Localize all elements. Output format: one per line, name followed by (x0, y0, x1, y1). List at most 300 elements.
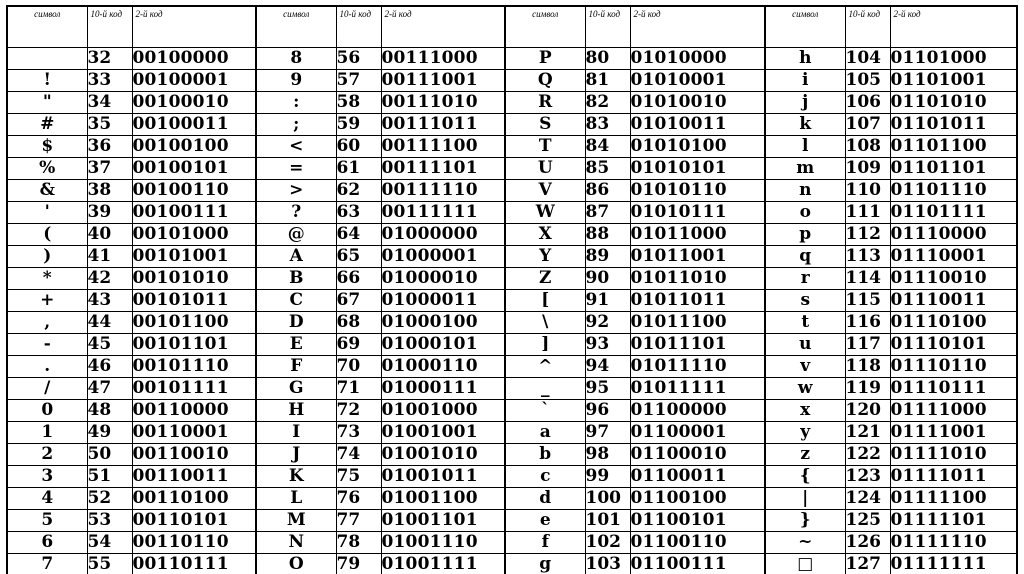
binary-code-cell: 01110110 (890, 356, 1017, 378)
table-row (7, 268, 1017, 290)
binary-code-cell: 00110000 (132, 400, 256, 422)
symbol-cell: * (7, 268, 87, 290)
table-row (7, 114, 1017, 136)
symbol-cell: V (505, 180, 585, 202)
symbol-cell: ? (256, 202, 336, 224)
decimal-code-cell: 51 (87, 466, 132, 488)
symbol-cell: e (505, 510, 585, 532)
decimal-code-cell: 107 (845, 114, 890, 136)
binary-code-cell: 00111011 (381, 114, 505, 136)
symbol-cell: _ (505, 378, 585, 400)
binary-code-cell: 01010100 (630, 136, 765, 158)
binary-code-cell: 01111011 (890, 466, 1017, 488)
binary-code-cell: 01001001 (381, 422, 505, 444)
symbol-cell: j (765, 92, 845, 114)
decimal-code-cell: 44 (87, 312, 132, 334)
decimal-code-cell: 52 (87, 488, 132, 510)
binary-code-cell: 00100000 (132, 48, 256, 70)
decimal-code-cell: 81 (585, 70, 630, 92)
decimal-code-cell: 68 (336, 312, 381, 334)
symbol-cell: A (256, 246, 336, 268)
binary-code-cell: 01100110 (630, 532, 765, 554)
symbol-cell: [ (505, 290, 585, 312)
binary-code-cell: 01011111 (630, 378, 765, 400)
decimal-code-cell: 70 (336, 356, 381, 378)
symbol-cell: K (256, 466, 336, 488)
decimal-code-cell: 116 (845, 312, 890, 334)
decimal-code-cell: 100 (585, 488, 630, 510)
symbol-cell: J (256, 444, 336, 466)
symbol-cell: { (765, 466, 845, 488)
decimal-code-cell: 88 (585, 224, 630, 246)
decimal-code-cell: 62 (336, 180, 381, 202)
decimal-code-cell: 75 (336, 466, 381, 488)
symbol-cell: G (256, 378, 336, 400)
binary-code-cell: 01000110 (381, 356, 505, 378)
binary-code-cell: 01110011 (890, 290, 1017, 312)
decimal-code-cell: 96 (585, 400, 630, 422)
header-symbol: символ (765, 6, 845, 48)
binary-code-cell: 01001010 (381, 444, 505, 466)
symbol-cell: N (256, 532, 336, 554)
header-symbol: символ (7, 6, 87, 48)
decimal-code-cell: 82 (585, 92, 630, 114)
decimal-code-cell: 119 (845, 378, 890, 400)
binary-code-cell: 01010111 (630, 202, 765, 224)
binary-code-cell: 01101000 (890, 48, 1017, 70)
binary-code-cell: 00101101 (132, 334, 256, 356)
table-row (7, 48, 1017, 70)
decimal-code-cell: 93 (585, 334, 630, 356)
symbol-cell: . (7, 356, 87, 378)
binary-code-cell: 01110000 (890, 224, 1017, 246)
binary-code-cell: 01110101 (890, 334, 1017, 356)
decimal-code-cell: 92 (585, 312, 630, 334)
binary-code-cell: 01100100 (630, 488, 765, 510)
binary-code-cell: 01100011 (630, 466, 765, 488)
symbol-cell: s (765, 290, 845, 312)
table-row (7, 488, 1017, 510)
binary-code-cell: 01010101 (630, 158, 765, 180)
decimal-code-cell: 40 (87, 224, 132, 246)
symbol-cell: Z (505, 268, 585, 290)
binary-code-cell: 00101011 (132, 290, 256, 312)
decimal-code-cell: 71 (336, 378, 381, 400)
decimal-code-cell: 97 (585, 422, 630, 444)
header-binary-code: 2-й код (132, 6, 256, 48)
binary-code-cell: 00101000 (132, 224, 256, 246)
decimal-code-cell: 72 (336, 400, 381, 422)
decimal-code-cell: 39 (87, 202, 132, 224)
binary-code-cell: 01010000 (630, 48, 765, 70)
symbol-cell: x (765, 400, 845, 422)
symbol-cell: v (765, 356, 845, 378)
symbol-cell: h (765, 48, 845, 70)
decimal-code-cell: 46 (87, 356, 132, 378)
decimal-code-cell: 104 (845, 48, 890, 70)
symbol-cell: 3 (7, 466, 87, 488)
symbol-cell: n (765, 180, 845, 202)
decimal-code-cell: 38 (87, 180, 132, 202)
table-row (7, 400, 1017, 422)
decimal-code-cell: 55 (87, 554, 132, 574)
symbol-cell: H (256, 400, 336, 422)
decimal-code-cell: 80 (585, 48, 630, 70)
symbol-cell: w (765, 378, 845, 400)
table-row (7, 554, 1017, 574)
symbol-cell: 8 (256, 48, 336, 70)
binary-code-cell: 00110110 (132, 532, 256, 554)
decimal-code-cell: 91 (585, 290, 630, 312)
binary-code-cell: 00111111 (381, 202, 505, 224)
symbol-cell: f (505, 532, 585, 554)
symbol-cell: k (765, 114, 845, 136)
binary-code-cell: 01100111 (630, 554, 765, 574)
binary-code-cell: 01000010 (381, 268, 505, 290)
binary-code-cell: 00101110 (132, 356, 256, 378)
decimal-code-cell: 57 (336, 70, 381, 92)
symbol-cell: ' (7, 202, 87, 224)
decimal-code-cell: 108 (845, 136, 890, 158)
binary-code-cell: 01111001 (890, 422, 1017, 444)
symbol-cell: L (256, 488, 336, 510)
symbol-cell: \ (505, 312, 585, 334)
symbol-cell: 7 (7, 554, 87, 574)
table-row (7, 290, 1017, 312)
binary-code-cell: 01000111 (381, 378, 505, 400)
binary-code-cell: 01110111 (890, 378, 1017, 400)
symbol-cell: + (7, 290, 87, 312)
decimal-code-cell: 37 (87, 158, 132, 180)
decimal-code-cell: 85 (585, 158, 630, 180)
symbol-cell: □ (765, 554, 845, 574)
binary-code-cell: 00111001 (381, 70, 505, 92)
decimal-code-cell: 95 (585, 378, 630, 400)
binary-code-cell: 00100111 (132, 202, 256, 224)
table-row (7, 92, 1017, 114)
symbol-cell: X (505, 224, 585, 246)
binary-code-cell: 01000011 (381, 290, 505, 312)
symbol-cell: y (765, 422, 845, 444)
header-binary-code: 2-й код (890, 6, 1017, 48)
binary-code-cell: 01110010 (890, 268, 1017, 290)
header-binary-code: 2-й код (381, 6, 505, 48)
binary-code-cell: 01101001 (890, 70, 1017, 92)
decimal-code-cell: 67 (336, 290, 381, 312)
table-row (7, 158, 1017, 180)
symbol-cell: ~ (765, 532, 845, 554)
symbol-cell: m (765, 158, 845, 180)
symbol-cell: o (765, 202, 845, 224)
symbol-cell: U (505, 158, 585, 180)
binary-code-cell: 01110001 (890, 246, 1017, 268)
binary-code-cell: 01010010 (630, 92, 765, 114)
symbol-cell: " (7, 92, 87, 114)
table-body (7, 48, 1017, 574)
symbol-cell: 4 (7, 488, 87, 510)
binary-code-cell: 01001011 (381, 466, 505, 488)
symbol-cell: T (505, 136, 585, 158)
decimal-code-cell: 111 (845, 202, 890, 224)
binary-code-cell: 01100001 (630, 422, 765, 444)
decimal-code-cell: 78 (336, 532, 381, 554)
header-decimal-code: 10-й код (585, 6, 630, 48)
symbol-cell: > (256, 180, 336, 202)
symbol-cell: 6 (7, 532, 87, 554)
table-row (7, 136, 1017, 158)
decimal-code-cell: 48 (87, 400, 132, 422)
symbol-cell: - (7, 334, 87, 356)
binary-code-cell: 01111110 (890, 532, 1017, 554)
symbol-cell: : (256, 92, 336, 114)
decimal-code-cell: 127 (845, 554, 890, 574)
symbol-cell: r (765, 268, 845, 290)
symbol-cell: < (256, 136, 336, 158)
binary-code-cell: 00110010 (132, 444, 256, 466)
binary-code-cell: 01101111 (890, 202, 1017, 224)
symbol-cell: $ (7, 136, 87, 158)
binary-code-cell: 01111010 (890, 444, 1017, 466)
decimal-code-cell: 102 (585, 532, 630, 554)
symbol-cell: Q (505, 70, 585, 92)
symbol-cell: ] (505, 334, 585, 356)
binary-code-cell: 00100010 (132, 92, 256, 114)
symbol-cell: D (256, 312, 336, 334)
decimal-code-cell: 53 (87, 510, 132, 532)
decimal-code-cell: 73 (336, 422, 381, 444)
symbol-cell: p (765, 224, 845, 246)
symbol-cell: B (256, 268, 336, 290)
decimal-code-cell: 42 (87, 268, 132, 290)
decimal-code-cell: 36 (87, 136, 132, 158)
binary-code-cell: 01001111 (381, 554, 505, 574)
decimal-code-cell: 118 (845, 356, 890, 378)
binary-code-cell: 01111101 (890, 510, 1017, 532)
binary-code-cell: 01101010 (890, 92, 1017, 114)
binary-code-cell: 01010011 (630, 114, 765, 136)
decimal-code-cell: 87 (585, 202, 630, 224)
decimal-code-cell: 90 (585, 268, 630, 290)
binary-code-cell: 00111101 (381, 158, 505, 180)
symbol-cell: W (505, 202, 585, 224)
table-row (7, 532, 1017, 554)
table-row (7, 444, 1017, 466)
symbol-cell: Y (505, 246, 585, 268)
symbol-cell: M (256, 510, 336, 532)
decimal-code-cell: 109 (845, 158, 890, 180)
decimal-code-cell: 121 (845, 422, 890, 444)
header-symbol: символ (505, 6, 585, 48)
table-row (7, 246, 1017, 268)
binary-code-cell: 00101100 (132, 312, 256, 334)
symbol-cell: g (505, 554, 585, 574)
symbol-cell: = (256, 158, 336, 180)
symbol-cell: P (505, 48, 585, 70)
header-row (7, 6, 1017, 48)
binary-code-cell: 01011000 (630, 224, 765, 246)
decimal-code-cell: 66 (336, 268, 381, 290)
decimal-code-cell: 74 (336, 444, 381, 466)
binary-code-cell: 00101111 (132, 378, 256, 400)
symbol-cell: l (765, 136, 845, 158)
decimal-code-cell: 94 (585, 356, 630, 378)
decimal-code-cell: 56 (336, 48, 381, 70)
header-symbol: символ (256, 6, 336, 48)
decimal-code-cell: 41 (87, 246, 132, 268)
decimal-code-cell: 126 (845, 532, 890, 554)
decimal-code-cell: 84 (585, 136, 630, 158)
header-decimal-code: 10-й код (336, 6, 381, 48)
header-decimal-code: 10-й код (87, 6, 132, 48)
decimal-code-cell: 61 (336, 158, 381, 180)
decimal-code-cell: 110 (845, 180, 890, 202)
decimal-code-cell: 58 (336, 92, 381, 114)
decimal-code-cell: 113 (845, 246, 890, 268)
symbol-cell: u (765, 334, 845, 356)
ascii-code-table (6, 5, 1018, 574)
binary-code-cell: 00100001 (132, 70, 256, 92)
symbol-cell: , (7, 312, 87, 334)
symbol-cell: ( (7, 224, 87, 246)
binary-code-cell: 01101011 (890, 114, 1017, 136)
table-row (7, 70, 1017, 92)
symbol-cell: 1 (7, 422, 87, 444)
decimal-code-cell: 49 (87, 422, 132, 444)
table-row (7, 510, 1017, 532)
binary-code-cell: 00110101 (132, 510, 256, 532)
decimal-code-cell: 101 (585, 510, 630, 532)
binary-code-cell: 00101001 (132, 246, 256, 268)
symbol-cell: ` (505, 400, 585, 422)
decimal-code-cell: 117 (845, 334, 890, 356)
binary-code-cell: 00111110 (381, 180, 505, 202)
decimal-code-cell: 60 (336, 136, 381, 158)
decimal-code-cell: 33 (87, 70, 132, 92)
symbol-cell: S (505, 114, 585, 136)
binary-code-cell: 01011101 (630, 334, 765, 356)
decimal-code-cell: 47 (87, 378, 132, 400)
table-row (7, 378, 1017, 400)
binary-code-cell: 00100011 (132, 114, 256, 136)
binary-code-cell: 01011110 (630, 356, 765, 378)
binary-code-cell: 01101101 (890, 158, 1017, 180)
symbol-cell: } (765, 510, 845, 532)
binary-code-cell: 01001100 (381, 488, 505, 510)
binary-code-cell: 00110011 (132, 466, 256, 488)
decimal-code-cell: 64 (336, 224, 381, 246)
decimal-code-cell: 76 (336, 488, 381, 510)
symbol-cell: E (256, 334, 336, 356)
table-row (7, 180, 1017, 202)
decimal-code-cell: 112 (845, 224, 890, 246)
header-decimal-code: 10-й код (845, 6, 890, 48)
symbol-cell: & (7, 180, 87, 202)
symbol-cell: 2 (7, 444, 87, 466)
binary-code-cell: 01011011 (630, 290, 765, 312)
symbol-cell: q (765, 246, 845, 268)
symbol-cell: # (7, 114, 87, 136)
decimal-code-cell: 98 (585, 444, 630, 466)
symbol-cell: O (256, 554, 336, 574)
binary-code-cell: 00111100 (381, 136, 505, 158)
decimal-code-cell: 103 (585, 554, 630, 574)
symbol-cell: b (505, 444, 585, 466)
decimal-code-cell: 123 (845, 466, 890, 488)
decimal-code-cell: 63 (336, 202, 381, 224)
decimal-code-cell: 99 (585, 466, 630, 488)
symbol-cell: | (765, 488, 845, 510)
symbol-cell: ! (7, 70, 87, 92)
binary-code-cell: 00110111 (132, 554, 256, 574)
decimal-code-cell: 45 (87, 334, 132, 356)
table-row (7, 334, 1017, 356)
symbol-cell: @ (256, 224, 336, 246)
symbol-cell: 9 (256, 70, 336, 92)
symbol-cell: ) (7, 246, 87, 268)
symbol-cell: 0 (7, 400, 87, 422)
binary-code-cell: 01011010 (630, 268, 765, 290)
binary-code-cell: 01011100 (630, 312, 765, 334)
binary-code-cell: 01100101 (630, 510, 765, 532)
binary-code-cell: 01111111 (890, 554, 1017, 574)
binary-code-cell: 01000100 (381, 312, 505, 334)
decimal-code-cell: 122 (845, 444, 890, 466)
symbol-cell: F (256, 356, 336, 378)
decimal-code-cell: 43 (87, 290, 132, 312)
symbol-cell: 5 (7, 510, 87, 532)
decimal-code-cell: 120 (845, 400, 890, 422)
binary-code-cell: 01111100 (890, 488, 1017, 510)
table-row (7, 422, 1017, 444)
decimal-code-cell: 77 (336, 510, 381, 532)
decimal-code-cell: 79 (336, 554, 381, 574)
symbol-cell: ; (256, 114, 336, 136)
binary-code-cell: 01101110 (890, 180, 1017, 202)
symbol-cell: z (765, 444, 845, 466)
decimal-code-cell: 125 (845, 510, 890, 532)
table-row (7, 224, 1017, 246)
binary-code-cell: 01111000 (890, 400, 1017, 422)
decimal-code-cell: 34 (87, 92, 132, 114)
table-row (7, 312, 1017, 334)
binary-code-cell: 01001000 (381, 400, 505, 422)
decimal-code-cell: 54 (87, 532, 132, 554)
binary-code-cell: 01010001 (630, 70, 765, 92)
symbol-cell: d (505, 488, 585, 510)
symbol-cell: ^ (505, 356, 585, 378)
binary-code-cell: 01000001 (381, 246, 505, 268)
table-row (7, 356, 1017, 378)
binary-code-cell: 00100110 (132, 180, 256, 202)
symbol-cell: c (505, 466, 585, 488)
symbol-cell: t (765, 312, 845, 334)
symbol-cell: C (256, 290, 336, 312)
symbol-cell (7, 48, 87, 70)
binary-code-cell: 01001110 (381, 532, 505, 554)
symbol-cell: / (7, 378, 87, 400)
binary-code-cell: 01100000 (630, 400, 765, 422)
table-row (7, 466, 1017, 488)
decimal-code-cell: 65 (336, 246, 381, 268)
binary-code-cell: 01000000 (381, 224, 505, 246)
binary-code-cell: 00100101 (132, 158, 256, 180)
decimal-code-cell: 115 (845, 290, 890, 312)
decimal-code-cell: 86 (585, 180, 630, 202)
header-binary-code: 2-й код (630, 6, 765, 48)
decimal-code-cell: 35 (87, 114, 132, 136)
symbol-cell: R (505, 92, 585, 114)
decimal-code-cell: 89 (585, 246, 630, 268)
